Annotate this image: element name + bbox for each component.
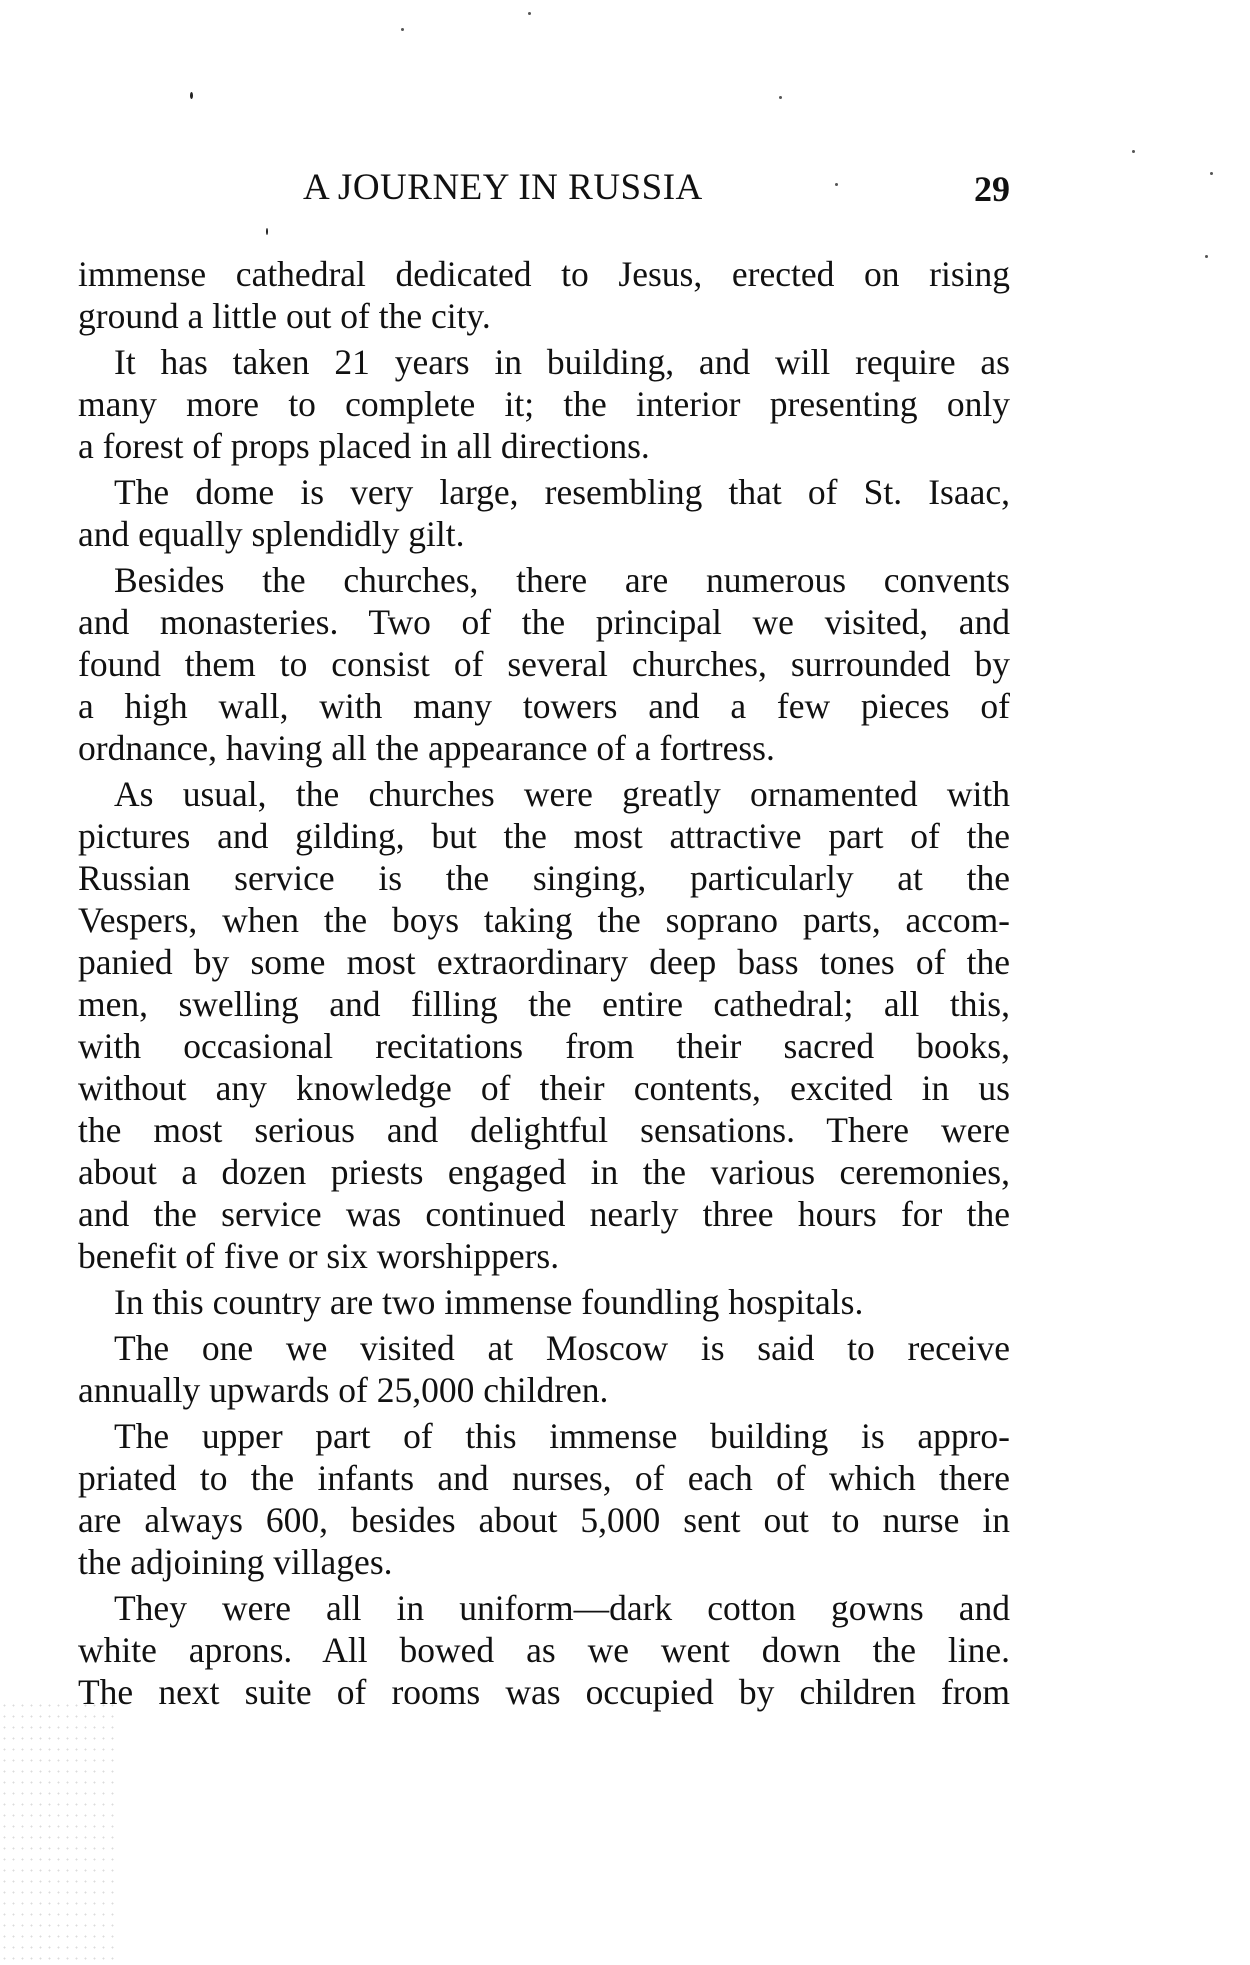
text-line: found them to consist of several churches, surrounded by xyxy=(78,644,1010,684)
page-number: 29 xyxy=(974,169,1010,209)
scan-speck xyxy=(190,92,193,99)
scan-speck xyxy=(528,12,531,15)
scan-speck xyxy=(779,96,782,99)
text-line: with occasional recitations from their sacred books, xyxy=(78,1026,1010,1066)
text-line: ground a little out of the city. xyxy=(78,296,491,336)
text-line: a high wall, with many towers and a few pieces of xyxy=(78,686,1010,726)
text-line: annually upwards of 25,000 children. xyxy=(78,1370,609,1410)
text-line: It has taken 21 years in building, and will require as xyxy=(114,342,1010,382)
paragraph xyxy=(78,559,1010,769)
text-line: white aprons. All bowed as we went down the line. xyxy=(78,1630,1010,1670)
text-line: The dome is very large, resembling that of St. Isaac, xyxy=(114,472,1010,512)
paragraph xyxy=(78,1415,1010,1583)
text-line: benefit of five or six worshippers. xyxy=(78,1236,560,1276)
paragraph xyxy=(78,471,1010,555)
scan-speck xyxy=(401,28,404,31)
text-line: are always 600, besides about 5,000 sent out to nurse in xyxy=(78,1500,1010,1540)
running-title: A JOURNEY IN RUSSIA xyxy=(303,167,703,208)
scan-speck xyxy=(1205,255,1208,258)
paragraph xyxy=(78,773,1010,1277)
text-line: pictures and gilding, but the most attractive part of the xyxy=(78,816,1010,856)
text-line: The next suite of rooms was occupied by children from xyxy=(78,1672,1010,1712)
paragraph xyxy=(78,341,1010,467)
scan-speck xyxy=(835,183,838,186)
text-line: the most serious and delightful sensations. There were xyxy=(78,1110,1010,1150)
text-line: panied by some most extraordinary deep bass tones of the xyxy=(78,942,1010,982)
paragraph xyxy=(78,1281,1010,1323)
text-line: ordnance, having all the appearance of a fortress. xyxy=(78,728,775,768)
running-header xyxy=(78,166,1010,212)
scan-margin-noise xyxy=(0,1700,120,1965)
text-line: priated to the infants and nurses, of each of which there xyxy=(78,1458,1010,1498)
text-line: the adjoining villages. xyxy=(78,1542,393,1582)
text-line: many more to complete it; the interior presenting only xyxy=(78,384,1010,424)
text-line: The upper part of this immense building is appro- xyxy=(114,1416,1010,1456)
text-line: Vespers, when the boys taking the soprano parts, accom- xyxy=(78,900,1010,940)
text-line: Russian service is the singing, particularly at the xyxy=(78,858,1010,898)
paragraph xyxy=(78,253,1010,337)
scan-speck xyxy=(1210,172,1213,175)
text-line: Besides the churches, there are numerous convents xyxy=(114,560,1010,600)
paragraph xyxy=(78,1327,1010,1411)
text-line: and equally splendidly gilt. xyxy=(78,514,465,554)
text-line: As usual, the churches were greatly ornamented with xyxy=(114,774,1010,814)
scan-speck xyxy=(1132,150,1135,153)
text-line: In this country are two immense foundling hospitals. xyxy=(114,1282,864,1322)
text-line: men, swelling and filling the entire cathedral; all this, xyxy=(78,984,1010,1024)
text-line: They were all in uniform—dark cotton gowns and xyxy=(114,1588,1010,1628)
text-line: a forest of props placed in all directions. xyxy=(78,426,650,466)
text-line: without any knowledge of their contents, excited in us xyxy=(78,1068,1010,1108)
text-line: and the service was continued nearly three hours for the xyxy=(78,1194,1010,1234)
scan-speck xyxy=(266,228,268,235)
paragraph xyxy=(78,1587,1010,1713)
text-line: and monasteries. Two of the principal we visited, and xyxy=(78,602,1010,642)
text-line: The one we visited at Moscow is said to receive xyxy=(114,1328,1010,1368)
text-line: immense cathedral dedicated to Jesus, erected on rising xyxy=(78,254,1010,294)
text-line: about a dozen priests engaged in the various ceremonies, xyxy=(78,1152,1010,1192)
body-text xyxy=(78,253,1010,1717)
